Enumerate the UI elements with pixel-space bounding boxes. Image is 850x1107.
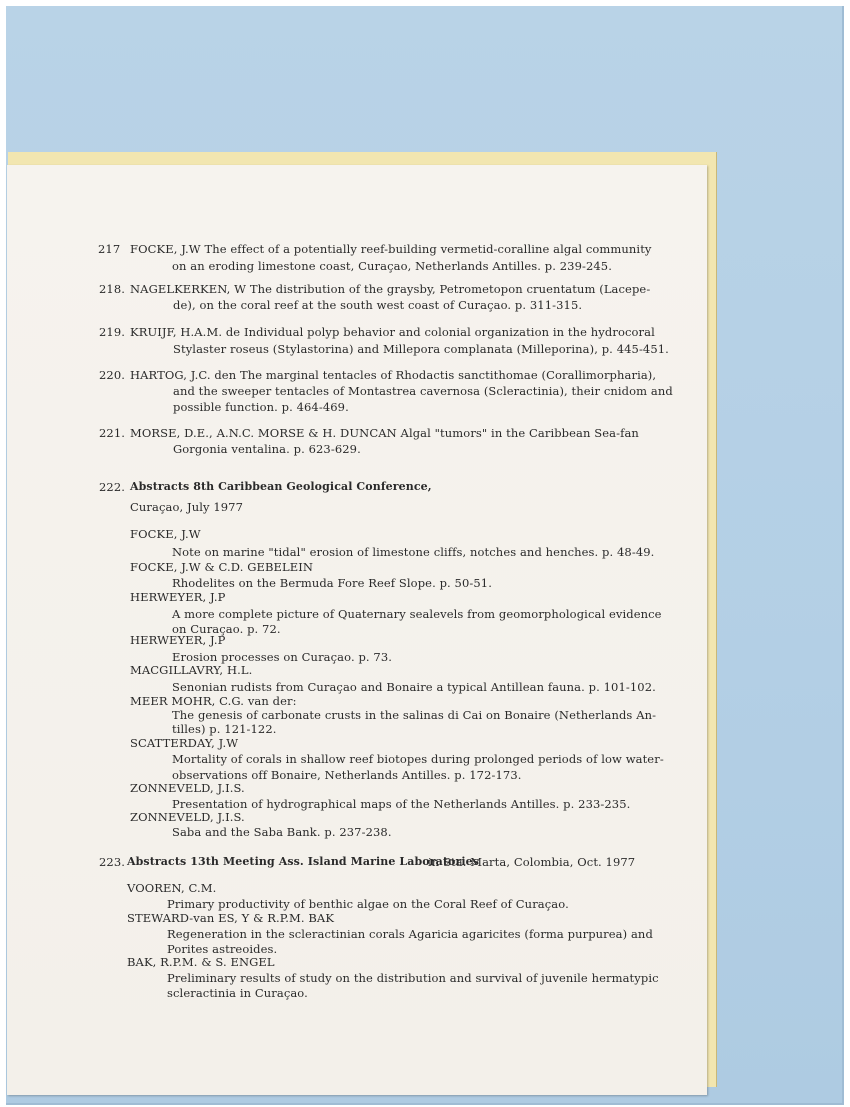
- text-line-e218-l1: NAGELKERKEN, W The distribution of the graysby, Petrometopon cruentatum (Lacepe-: [130, 282, 651, 296]
- text-line-e223-a3: BAK, R.P.M. & S. ENGEL: [127, 955, 275, 969]
- text-line-e223-a1t: Primary productivity of benthic algae on the Coral Reef of Curaçao.: [167, 897, 569, 911]
- text-line-e222-a7t1: Mortality of corals in shallow reef biotopes during prolonged periods of low water-: [172, 752, 664, 766]
- text-line-e223-a2t2: Porites astreoides.: [167, 942, 278, 956]
- text-line-e222-a6t1: The genesis of carbonate crusts in the salinas di Cai on Bonaire (Netherlands An-: [172, 708, 657, 722]
- text-line-e223-title2: in Sta. Marta, Colombia, Oct. 1977: [428, 855, 636, 869]
- text-line-e222-a3t1: A more complete picture of Quaternary sealevels from geomorphological evidence: [172, 607, 662, 621]
- text-line-e223-num: 223.: [99, 855, 126, 869]
- text-line-e217-l2: on an eroding limestone coast, Curaçao, Netherlands Antilles. p. 239-245.: [172, 259, 612, 273]
- text-line-e223-title: Abstracts 13th Meeting Ass. Island Marine Laboratories: [127, 855, 480, 868]
- text-line-e222-a9: ZONNEVELD, J.I.S.: [130, 810, 245, 824]
- text-line-e220-l1: HARTOG, J.C. den The marginal tentacles of Rhodactis sanctithomae (Corallimorpharia),: [130, 368, 657, 382]
- text-line-e217-l1: FOCKE, J.W The effect of a potentially reef-building vermetid-coralline algal community: [130, 242, 652, 256]
- text-line-e222-a5: MACGILLAVRY, H.L.: [130, 663, 253, 677]
- text-line-e220-l3: possible function. p. 464-469.: [173, 400, 349, 414]
- text-line-e218-num: 218.: [99, 282, 126, 296]
- text-line-e222-place: Curaçao, July 1977: [130, 500, 244, 514]
- text-line-e218-l2: de), on the coral reef at the south west coast of Curaçao. p. 311-315.: [173, 298, 583, 312]
- text-line-e222-title: Abstracts 8th Caribbean Geological Conference,: [130, 480, 432, 493]
- text-line-e222-a6t2: tilles) p. 121-122.: [172, 722, 277, 736]
- text-line-e222-a7t2: observations off Bonaire, Netherlands Antilles. p. 172-173.: [172, 768, 522, 782]
- text-line-e221-l2: Gorgonia ventalina. p. 623-629.: [173, 442, 361, 456]
- text-line-e222-a1: FOCKE, J.W: [130, 527, 201, 541]
- text-line-e223-a3t2: scleractinia in Curaçao.: [167, 986, 308, 1000]
- text-line-e220-l2: and the sweeper tentacles of Montastrea cavernosa (Scleractinia), their cnidom and: [173, 384, 673, 398]
- text-line-e222-a2: FOCKE, J.W & C.D. GEBELEIN: [130, 560, 314, 574]
- text-line-e222-a6: MEER MOHR, C.G. van der:: [130, 694, 297, 708]
- text-line-e222-a7: SCATTERDAY, J.W: [130, 736, 239, 750]
- text-line-e220-num: 220.: [99, 368, 126, 382]
- text-line-e222-a8: ZONNEVELD, J.I.S.: [130, 781, 245, 795]
- text-line-e223-a3t1: Preliminary results of study on the distribution and survival of juvenile hermatypic: [167, 971, 659, 985]
- text-line-e221-num: 221.: [99, 426, 126, 440]
- text-line-e222-a5t: Senonian rudists from Curaçao and Bonaire a typical Antillean fauna. p. 101-102.: [172, 680, 656, 694]
- text-line-e222-a8t: Presentation of hydrographical maps of the Netherlands Antilles. p. 233-235.: [172, 797, 631, 811]
- text-line-e222-a9t: Saba and the Saba Bank. p. 237-238.: [172, 825, 392, 839]
- text-line-e223-a2: STEWARD-van ES, Y & R.P.M. BAK: [127, 911, 335, 925]
- text-line-e222-a4: HERWEYER, J.P: [130, 633, 226, 647]
- text-line-e219-l1: KRUIJF, H.A.M. de Individual polyp behavior and colonial organization in the hydrocoral: [130, 325, 655, 339]
- text-line-e222-a3t2: on Curaçao. p. 72.: [172, 622, 281, 636]
- text-line-e222-a2t: Rhodelites on the Bermuda Fore Reef Slope. p. 50-51.: [172, 576, 492, 590]
- text-line-e222-a4t: Erosion processes on Curaçao. p. 73.: [172, 650, 393, 664]
- text-line-e219-num: 219.: [99, 325, 126, 339]
- text-line-e222-a3: HERWEYER, J.P: [130, 590, 226, 604]
- text-line-e221-l1: MORSE, D.E., A.N.C. MORSE & H. DUNCAN Algal "tumors" in the Caribbean Sea-fan: [130, 426, 639, 440]
- text-line-e223-a2t1: Regeneration in the scleractinian corals Agaricia agaricites (forma purpurea) and: [167, 927, 653, 941]
- text-line-e222-num: 222.: [99, 480, 126, 494]
- text-line-e223-a1: VOOREN, C.M.: [127, 881, 217, 895]
- text-line-e222-a1t: Note on marine "tidal" erosion of limestone cliffs, notches and henches. p. 48-49.: [172, 545, 655, 559]
- text-line-e219-l2: Stylaster roseus (Stylastorina) and Millepora complanata (Milleporina), p. 445-451.: [173, 342, 669, 356]
- text-line-e217-num: 217: [98, 242, 121, 256]
